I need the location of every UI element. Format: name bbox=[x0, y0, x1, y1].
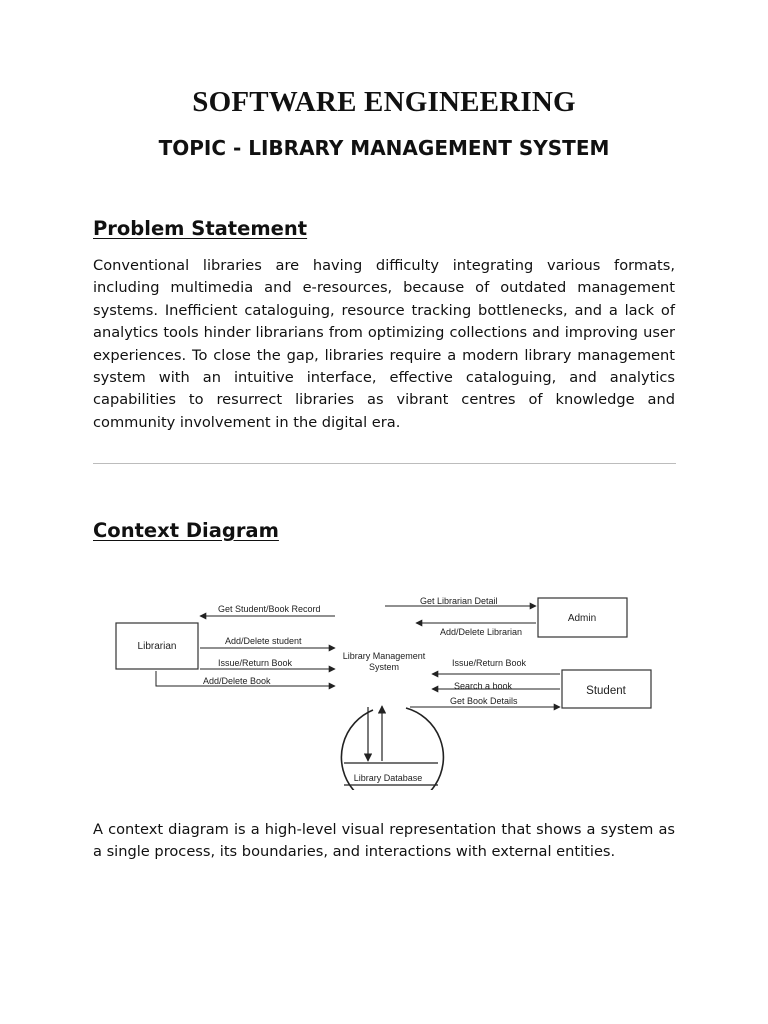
document-subtitle: TOPIC - LIBRARY MANAGEMENT SYSTEM bbox=[158, 136, 610, 160]
flow-add-delete-librarian-label: Add/Delete Librarian bbox=[440, 627, 523, 637]
section-divider bbox=[93, 463, 676, 464]
context-diagram-paragraph: A context diagram is a high-level visual representation that shows a system as a single process, its boundaries, and interactions with external entities. bbox=[93, 821, 675, 861]
flow-get-record-label: Get Student/Book Record bbox=[218, 604, 321, 614]
admin-entity-label: Admin bbox=[567, 613, 597, 624]
flow-get-librarian-detail-label: Get Librarian Detail bbox=[420, 596, 498, 606]
flow-get-book-details-label: Get Book Details bbox=[450, 696, 518, 706]
student-entity-label: Student bbox=[586, 685, 626, 697]
flow-issue-return-student-label: Issue/Return Book bbox=[452, 658, 527, 668]
problem-statement-heading: Problem Statement bbox=[93, 217, 308, 240]
document-title: SOFTWARE ENGINEERING bbox=[192, 86, 576, 118]
flow-add-delete-book-label: Add/Delete Book bbox=[203, 676, 271, 686]
flow-search-book-label: Search a book bbox=[454, 681, 513, 691]
database-label: Library Database bbox=[353, 773, 423, 783]
process-label-line1: Library Management bbox=[342, 651, 426, 661]
context-diagram-heading: Context Diagram bbox=[93, 519, 279, 542]
librarian-entity-label: Librarian bbox=[137, 641, 177, 652]
flow-add-delete-student-label: Add/Delete student bbox=[225, 636, 302, 646]
process-label-line2: System bbox=[368, 662, 400, 672]
flow-issue-return-librarian-label: Issue/Return Book bbox=[218, 658, 293, 668]
context-diagram bbox=[100, 585, 660, 790]
problem-statement-paragraph: Conventional libraries are having difficulty integrating various formats, including multimedia and e-resources, because of outdated management systems. Inefficient cataloguing, resource tracking bottlenecks, and a lack of analytics tools hinder librarians from optimizing collections and improving user experiences. To close the gap, libraries require a modern library management system with an intuitive interface, effective cataloguing, and analytics capabilities to resurrect libraries as vibrant centres of knowledge and community involvement in the digital era. bbox=[93, 257, 675, 431]
